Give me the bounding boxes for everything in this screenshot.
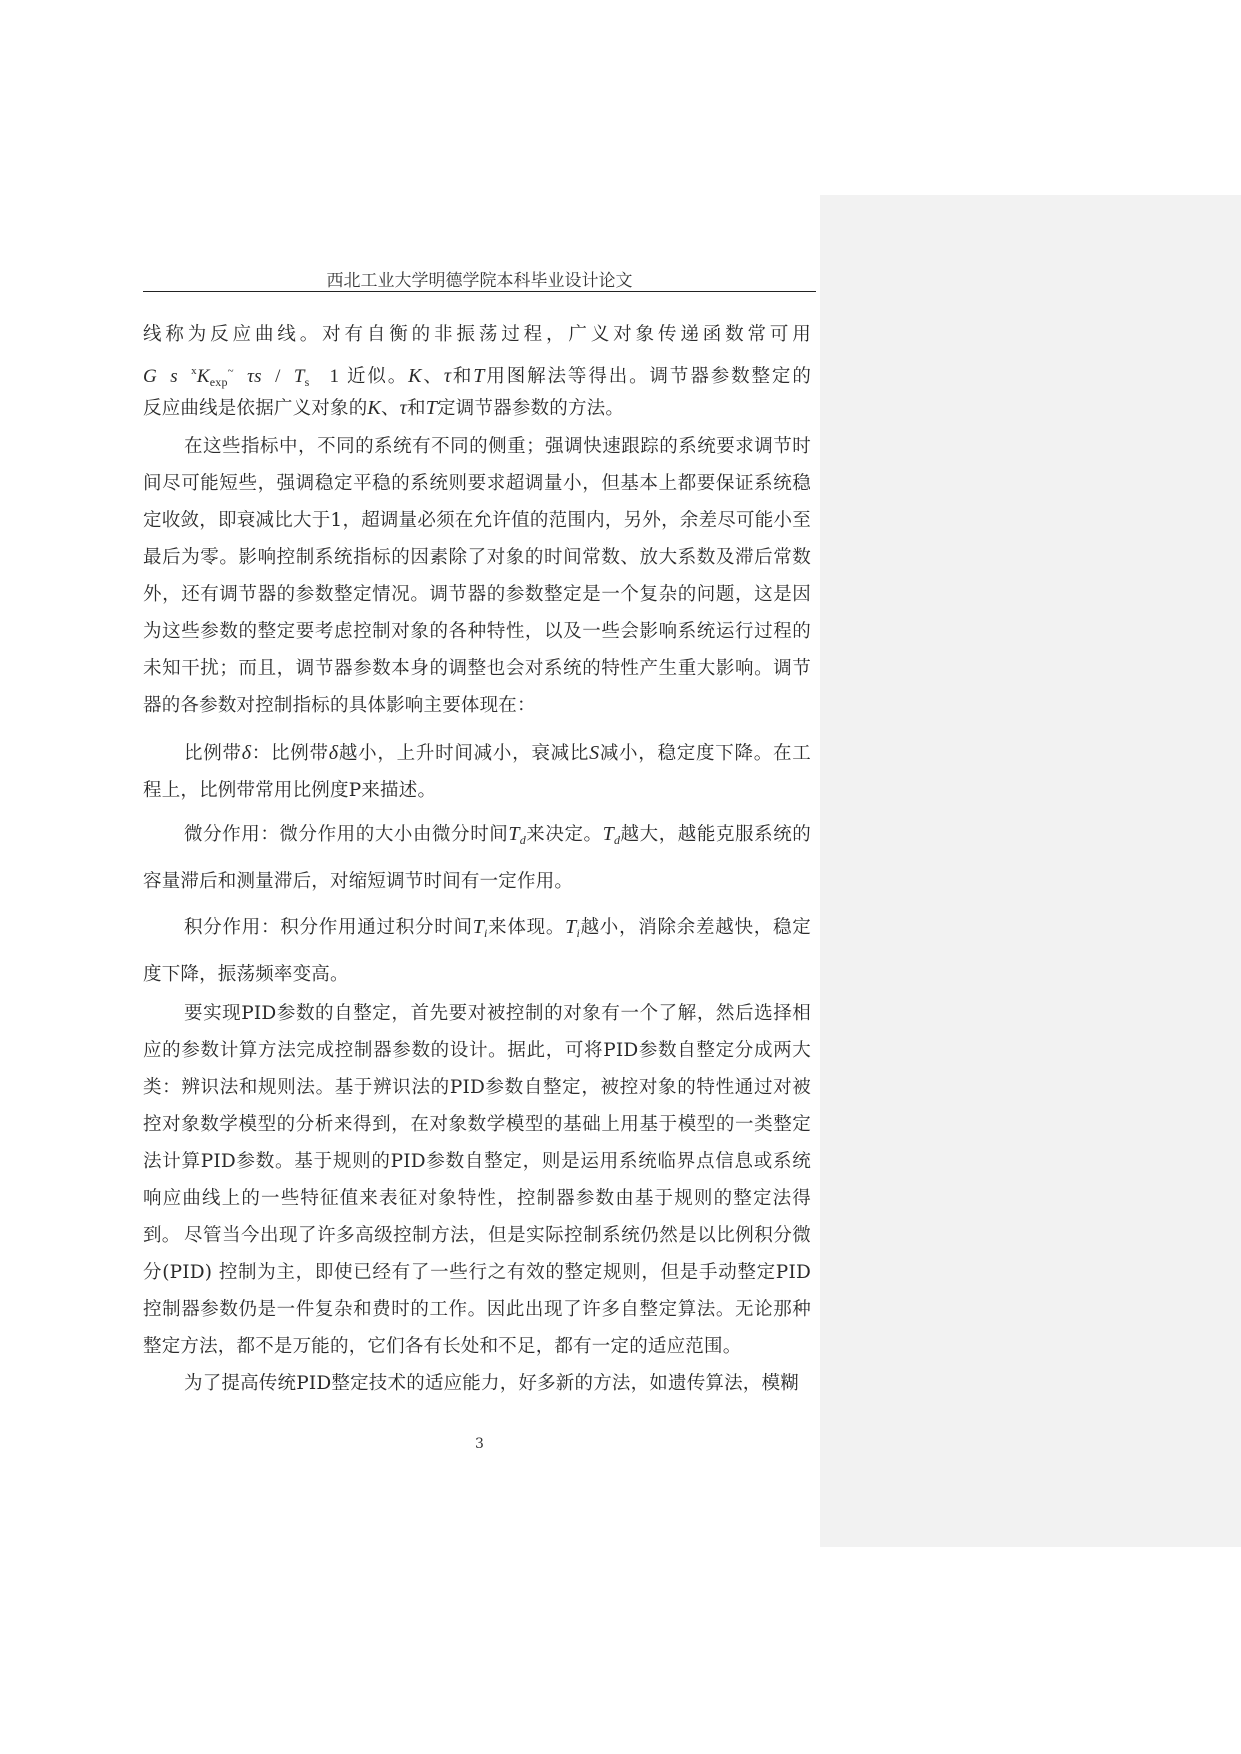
paragraph-pid-self-tuning: 要实现PID参数的自整定，首先要对被控制的对象有一个了解，然后选择相应的参数计算方法完成控制器参数的设计。据此，可将PID参数自整定分成两大类：辨识法和规则法。基于辨识法的PID参数自整定，被控对象的特性通过对被控对象数学模型的分析来得到，在对象数学模型的基础上用基于模型的一类整定法计算PID参数。基于规则的PID参数自整定，则是运用系统临界点信息或系统响应曲线上的一些特征值来表征对象特性，控制器参数由基于规则的整定法得到。 xyxy=(143,1003,811,1246)
running-header: 西北工业大学明德学院本科毕业设计论文 xyxy=(326,271,633,291)
header-rule xyxy=(143,291,816,292)
comment-pane xyxy=(820,195,1241,1547)
paragraph-response-curve-line2: G s $^xK_{exp}^\sim$ τs / $T_s$ 1 近似。K、τ和T用图解法等得出。调节器参数整定的 xyxy=(143,365,812,389)
paragraph-new-methods: 为了提高传统PID整定技术的适应能力，好多新的方法，如遗传算法，模糊 xyxy=(184,1373,799,1394)
paragraph-advanced-control: 尽管当今出现了许多高级控制方法，但是实际控制系统仍然是以比例积分微分(PID) 控制为主，即使已经有了一些行之有效的整定规则，但是手动整定PID控制器参数仍是一件复杂和费时的工作。因此出现了许多自整定算法。无论那种整定方法，都不是万能的，它们各有长处和不足，都有一定的适应范围。 xyxy=(143,1225,811,1357)
paragraph-proportional-band: 比例带δ：比例带δ越小，上升时间减小，衰减比S减小，稳定度下降。在工程上，比例带常用比例度P来描述。 xyxy=(143,742,811,801)
paragraph-derivative-action: 微分作用：微分作用的大小由微分时间$T_d$来决定。$T_d$越大，越能克服系统的容量滞后和测量滞后，对缩短调节时间有一定作用。 xyxy=(143,823,811,892)
paragraph-response-curve-line3: 反应曲线是依据广义对象的K、τ和T定调节器参数的方法。 xyxy=(143,397,625,419)
paragraph-integral-action: 积分作用：积分作用通过积分时间$T_i$来体现。$T_i$越小，消除余差越快，稳定度下降，振荡频率变高。 xyxy=(143,916,811,985)
page-number: 3 xyxy=(475,1436,484,1452)
transfer-function-formula: G s $^xK_{exp}^\sim$ τs / $T_s$ 1 xyxy=(143,365,340,389)
paragraph-indicators: 在这些指标中，不同的系统有不同的侧重；强调快速跟踪的系统要求调节时间尽可能短些，强调稳定平稳的系统则要求超调量小，但基本上都要保证系统稳定收敛，即衰减比大于1，超调量必须在允许值的范围内，另外，余差尽可能小至最后为零。影响控制系统指标的因素除了对象的时间常数、放大系数及滞后常数外，还有调节器的参数整定情况。调节器的参数整定是一个复杂的问题，这是因为这些参数的整定要考虑控制对象的各种特性，以及一些会影响系统运行过程的未知干扰；而且，调节器参数本身的调整也会对系统的特性产生重大影响。调节器的各参数对控制指标的具体影响主要体现在： xyxy=(143,436,811,716)
paragraph-response-curve-line1: 线称为反应曲线。对有自衡的非振荡过程，广义对象传递函数常可用 xyxy=(143,324,811,345)
